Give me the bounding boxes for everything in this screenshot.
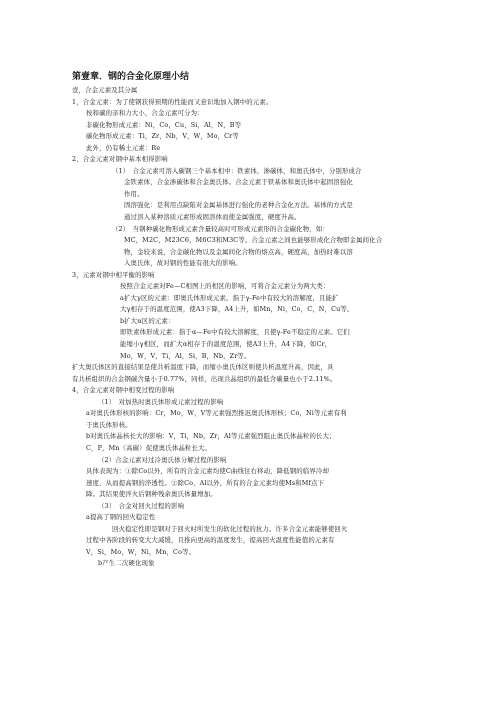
text-line: a扩大γ区的元素：即奥氏体形成元素。指于γ-Fe中有较大的溶解度，且能扩 xyxy=(120,293,339,302)
text-line: 有共析组织的合金钢碳含量小于0.77%，同样，出现共晶组织的最低含碳量也小于2.11%。 xyxy=(72,374,337,383)
text-line: 大γ相存于的温度范围，使A3下降，A4上升，如Mn，Ni，Co，C，N，Cu等。 xyxy=(120,305,354,314)
text-line: 过程中各阶段的转变大大减缓，且推向更高的温度发生，提高回火温度性能值的元素有 xyxy=(86,536,335,545)
text-line: 固溶强化：是利用点缺陷对金属基体进行强化的老种合金化方法。基体的方式是 xyxy=(124,201,353,210)
text-line: 按照合金元素对Fe—C相图上的相区的影响，可将合金元素分为两大类： xyxy=(120,282,330,291)
text-line: 速度，从而提高钢的淬透性。②除Co，Al以外，所有的合金元素均使Ms和Mf点下 xyxy=(86,478,325,487)
text-line: （2）合金元素对过冷奥氏体分解过程的影响 xyxy=(98,455,227,464)
text-line: b对奥氏体晶核长大的影响：V，Ti，Nb，Zr，Al等元素强烈阻止奥氏体晶粒的长大； xyxy=(86,432,336,441)
text-line: 扩大奥氏体区的直接结果是使共析温度下降，而缩小奥氏体区则使共析温度升高，因此，具 xyxy=(72,363,334,372)
text-line: 作用。 xyxy=(124,189,144,198)
text-line: a提高了钢的回火稳定性 xyxy=(86,513,156,522)
text-line: 回火稳定性即是钢对于回火时所发生的软化过程的抗力。许多合金元素能够使回火 xyxy=(112,524,348,533)
text-line: 此外，仍有稀土元素：Re xyxy=(86,143,161,152)
text-line: b扩大α区的元素： xyxy=(120,316,175,325)
text-line: 非碳化物形成元素：Ni，Co，Cu，Si，Al，N，B等 xyxy=(86,120,242,129)
document-body xyxy=(72,85,428,570)
numbered-item: 4，合金元素对钢中相变过程的影响 xyxy=(72,386,175,395)
text-line: 即铁素体形成元素：指于α—Fe中有较大溶解度，且使γ-Fe不稳定的元素。它们 xyxy=(120,328,350,337)
text-line: 通过溶入某种溶质元素形成固溶体而使金属强度，硬度升高。 xyxy=(124,213,301,222)
chapter-title: 第壹章．钢的合金化原理小结 xyxy=(72,72,190,82)
numbered-item: 3，元素对钢中相平衡的影响 xyxy=(72,270,155,279)
text-line: （1） 对加热时奥氏体形成元素过程的影响 xyxy=(98,397,224,406)
text-line: 碳化物形成元素：Ti，Zr，Nb，V，W，Mo，Cr等 xyxy=(86,132,239,141)
text-line: C，P，Mn（高碳）促使奥氏体晶粒长大。 xyxy=(86,443,212,452)
text-line: 具体表现为：①除Co以外，所有的合金元素均使C曲线往右移动，降低钢的临界冷却 xyxy=(86,467,329,476)
text-line: 物，金较来说，合金碳化物以及金属间化合物的熔点高，硬度高，加热时难以溶 xyxy=(124,247,353,256)
numbered-item: 1，合金元素：为了使钢获得预期的性能而又意识地加入钢中的元素。 xyxy=(72,97,273,106)
text-line: a对奥氏体形核的影响：Cr，Mo，W，V等元素强烈推迟奥氏体形核；Co，Ni等元素有利 xyxy=(86,409,347,418)
text-line: 入奥氏体，故对钢的性能有很大的影响。 xyxy=(124,259,242,268)
numbered-item: 2，合金元素对钢中基本相得影响 xyxy=(72,155,168,164)
text-line: （1） 合金元素可溶入碳钢三个基本相中：铁素体，渗碳体，和奥氏体中，分别形成合 xyxy=(112,166,362,175)
text-line: （3） 合金对回火过程的影响 xyxy=(98,501,185,510)
text-line: b产生二次硬化现象 xyxy=(98,559,155,568)
section-heading: 壹，合金元素及其分属 xyxy=(72,86,138,94)
text-line: Mo，W，V，Ti，Al，Si，B，Nb，Zr等。 xyxy=(120,351,251,360)
text-line: 按和碳的亲和力大小，合金元素可分为： xyxy=(86,109,204,118)
text-line: V，Si，Mo，W，Ni，Mn，Co等。 xyxy=(86,547,196,556)
text-line: 于奥氏体形核。 xyxy=(86,420,132,429)
text-line: （2） 当钢种碳化物形成元素含量较高时可形成元素形的合金碳化物，如： xyxy=(112,224,329,233)
text-line: 金铁素体，合金渗碳体和合金奥氏体。合金元素于铁基体和奥氏体中起固溶强化 xyxy=(124,178,353,187)
text-line: 降。其结果使淬火后钢种残余奥氏体量增加。 xyxy=(86,490,217,499)
text-line: 能缩小γ相区，而扩大α相存于的温度范围，使A3上升，A4下降，如Cr， xyxy=(120,340,332,349)
text-line: MC，M2C，M23C6，M6C3和M3C等。合金元素之间也能够形成化合物即金属间化合 xyxy=(124,236,383,245)
